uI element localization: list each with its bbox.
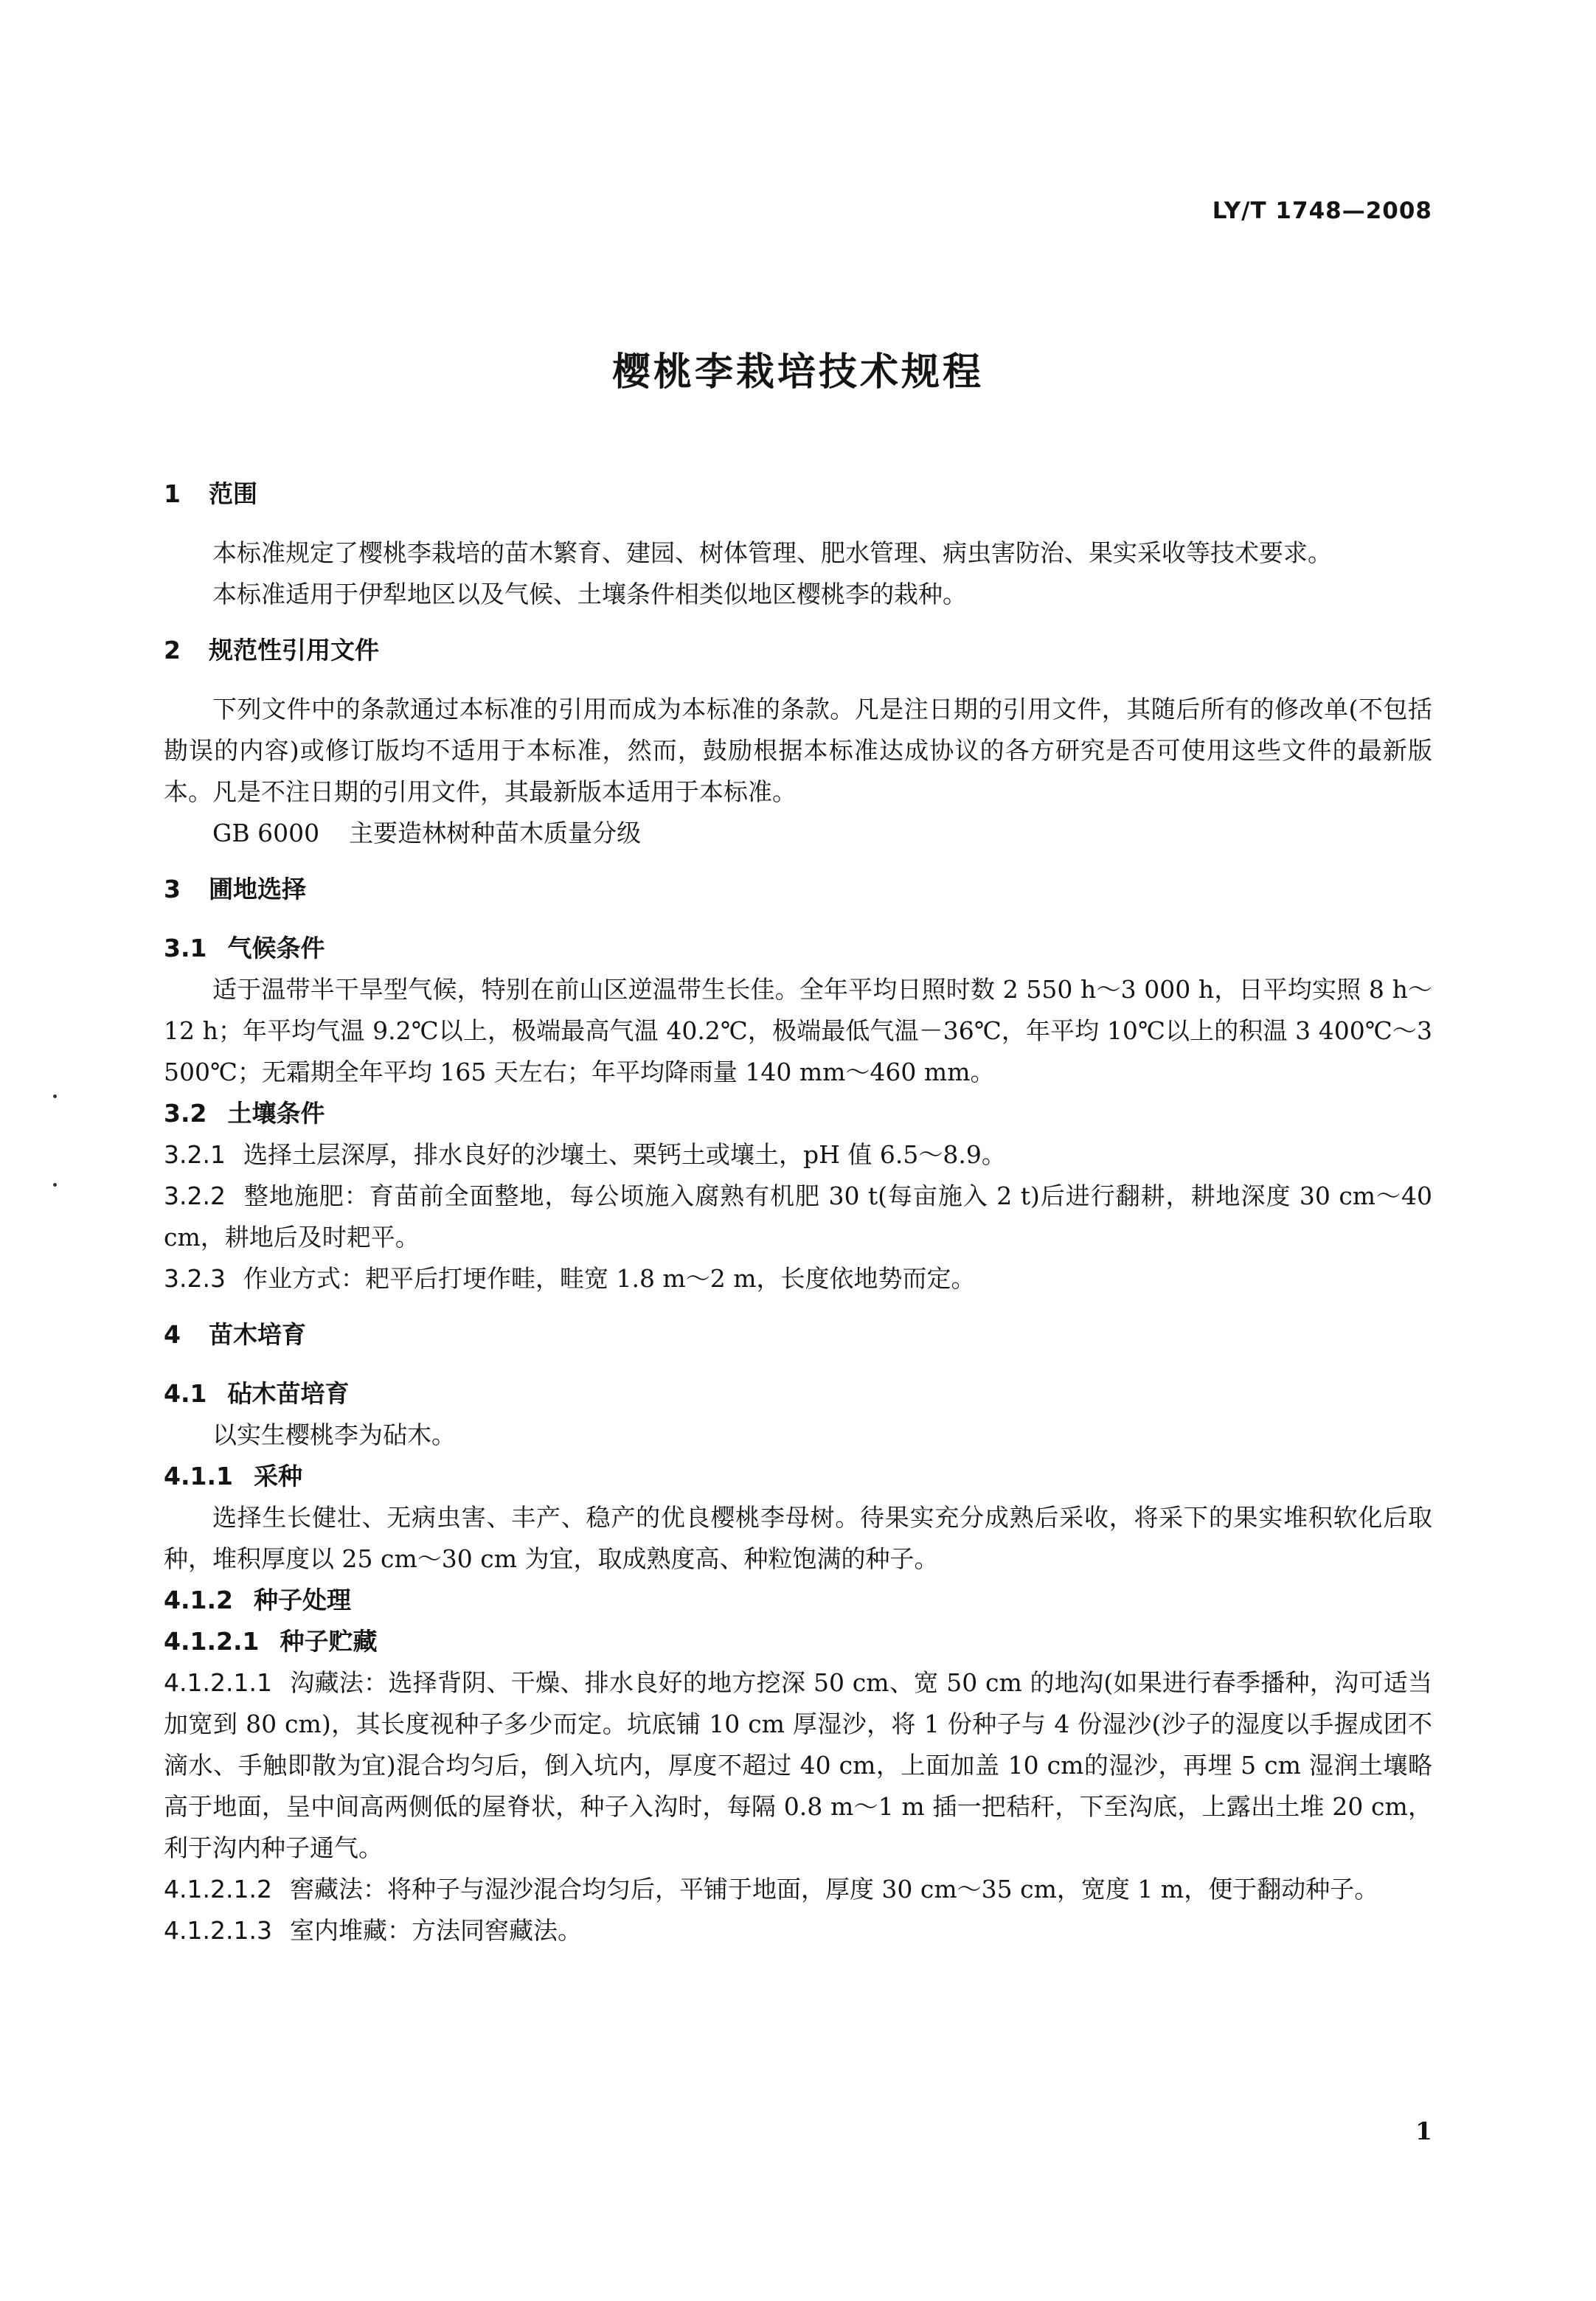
paragraph: 以实生樱桃李为砧木。 [212, 1420, 456, 1449]
normative-reference [164, 813, 1432, 854]
standard-code: LY/T 1748—2008 [1212, 198, 1432, 224]
clause-item: 3.2.3 作业方式：耙平后打埂作畦，畦宽 1.8 m～2 m，长度依地势而定。 [164, 1264, 976, 1293]
subsection-heading: 3.1 气候条件 [164, 934, 325, 962]
subsection-heading: 4.1.2.1 种子贮藏 [164, 1627, 378, 1656]
section-heading: 1 范围 [164, 479, 257, 508]
page-number: 1 [1415, 2117, 1432, 2145]
subsection-heading: 4.1.1 采种 [164, 1462, 302, 1490]
paragraph: 本标准规定了樱桃李栽培的苗木繁育、建园、树体管理、肥水管理、病虫害防治、果实采收等技术要求。 [212, 538, 1332, 567]
section-heading: 3 圃地选择 [164, 875, 306, 903]
clause-item: 4.1.2.1.3 室内堆藏：方法同窖藏法。 [164, 1916, 582, 1945]
section-heading: 4 苗木培育 [164, 1320, 306, 1349]
scan-mark-dot [53, 1183, 57, 1187]
subsection-heading: 3.2 土壤条件 [164, 1099, 325, 1128]
subsection-heading: 4.1 砧木苗培育 [164, 1379, 350, 1408]
paragraph: 本标准适用于伊犁地区以及气候、土壤条件相类似地区樱桃李的栽种。 [212, 580, 967, 608]
clause-item: 3.2.2 整地施肥：育苗前全面整地，每公顷施入腐熟有机肥 30 t(每亩施入 2 t)后进行翻耕，耕地深度 30 cm～40 cm，耕地后及时耙平。 [164, 1181, 1432, 1252]
paragraph: 适于温带半干旱型气候，特别在前山区逆温带生长佳。全年平均日照时数 2 550 h～3 000 h，日平均实照 8 h～12 h；年平均气温 9.2℃以上，极端最高气温 40.2℃，极端最低气温－36℃，年平均 10℃以上的积温 3 400℃～3 500℃；无霜期全年平均 165 天左右；年平均降雨量 140 mm～460 mm。 [164, 975, 1432, 1086]
reference-title: 主要造林树种苗木质量分级 [349, 819, 642, 847]
document-body [164, 465, 1432, 1951]
clause-item: 4.1.2.1.2 窖藏法：将种子与湿沙混合均匀后，平铺于地面，厚度 30 cm～35 cm，宽度 1 m，便于翻动种子。 [164, 1875, 1379, 1903]
clause-item: 4.1.2.1.1 沟藏法：选择背阴、干燥、排水良好的地方挖深 50 cm、宽 50 cm 的地沟(如果进行春季播种，沟可适当加宽到 80 cm)，其长度视种子多少而定。坑底铺 10 cm 厚湿沙，将 1 份种子与 4 份湿沙(沙子的湿度以手握成团不滴水、手触即散为宜)混合均匀后，倒入坑内，厚度不超过 40 cm，上面加盖 10 cm的湿沙，再埋 5 cm 湿润土壤略高于地面，呈中间高两侧低的屋脊状，种子入沟时，每隔 0.8 m～1 m 插一把秸秆，下至沟底，上露出土堆 20 cm，利于沟内种子通气。 [164, 1668, 1432, 1862]
clause-item: 3.2.1 选择土层深厚，排水良好的沙壤土、栗钙土或壤土，pH 值 6.5～8.9。 [164, 1140, 1006, 1169]
paragraph: 下列文件中的条款通过本标准的引用而成为本标准的条款。凡是注日期的引用文件，其随后所有的修改单(不包括勘误的内容)或修订版均不适用于本标准，然而，鼓励根据本标准达成协议的各方研究是否可使用这些文件的最新版本。凡是不注日期的引用文件，其最新版本适用于本标准。 [164, 695, 1432, 806]
scan-mark-dot [53, 1094, 57, 1098]
reference-code: GB 6000 [212, 819, 320, 847]
section-heading: 2 规范性引用文件 [164, 636, 379, 664]
document-title: 樱桃李栽培技术规程 [611, 350, 984, 395]
paragraph: 选择生长健壮、无病虫害、丰产、稳产的优良樱桃李母树。待果实充分成熟后采收，将采下的果实堆积软化后取种，堆积厚度以 25 cm～30 cm 为宜，取成熟度高、种粒饱满的种子。 [164, 1503, 1432, 1573]
subsection-heading: 4.1.2 种子处理 [164, 1586, 351, 1614]
